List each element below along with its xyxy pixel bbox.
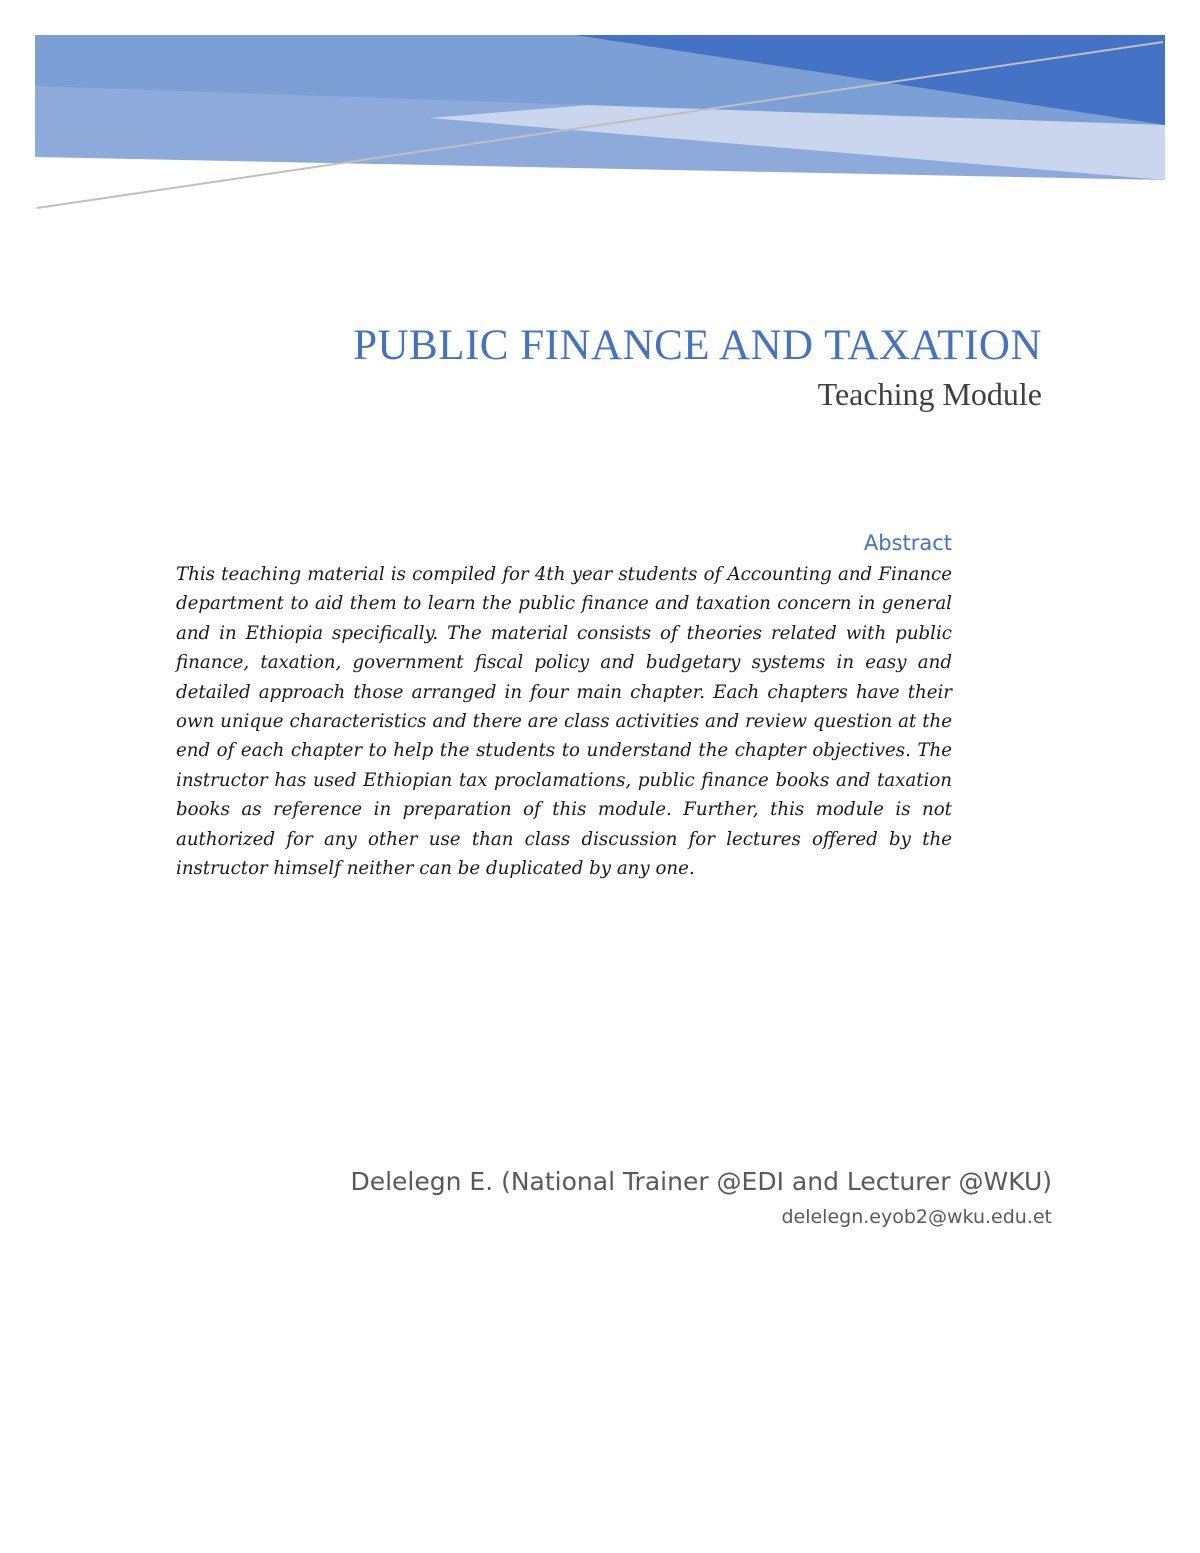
abstract-heading: Abstract xyxy=(863,531,952,555)
document-subtitle: Teaching Module xyxy=(817,376,1042,412)
abstract-body: This teaching material is compiled for 4th year students of Accounting and Finance department to aid them to learn the public finance and taxation concern in general and in Ethiopia specifically. The material consists of theories related with public finance, taxation, government fiscal policy and budgetary systems in easy and detailed approach those arranged in four main chapter. Each chapters have their own unique characteristics and there are class activities and review question at the end of each chapter to help the students to understand the chapter objectives. The instructor has used Ethiopian tax proclamations, public finance books and taxation books as reference in preparation of this module. Further, this module is not authorized for any other use than class discussion for lectures offered by the instructor himself neither can be duplicated by any one. xyxy=(176,564,952,880)
author-block xyxy=(350,1162,1052,1232)
author-email: delelegn.eyob2@wku.edu.et xyxy=(781,1206,1052,1228)
author-name: Delelegn E. (National Trainer @EDI and Lecturer @WKU) xyxy=(350,1167,1052,1196)
abstract-section xyxy=(176,528,952,883)
title-block xyxy=(353,318,1042,414)
header-banner xyxy=(0,0,1200,230)
document-title: PUBLIC FINANCE AND TAXATION xyxy=(353,322,1042,369)
